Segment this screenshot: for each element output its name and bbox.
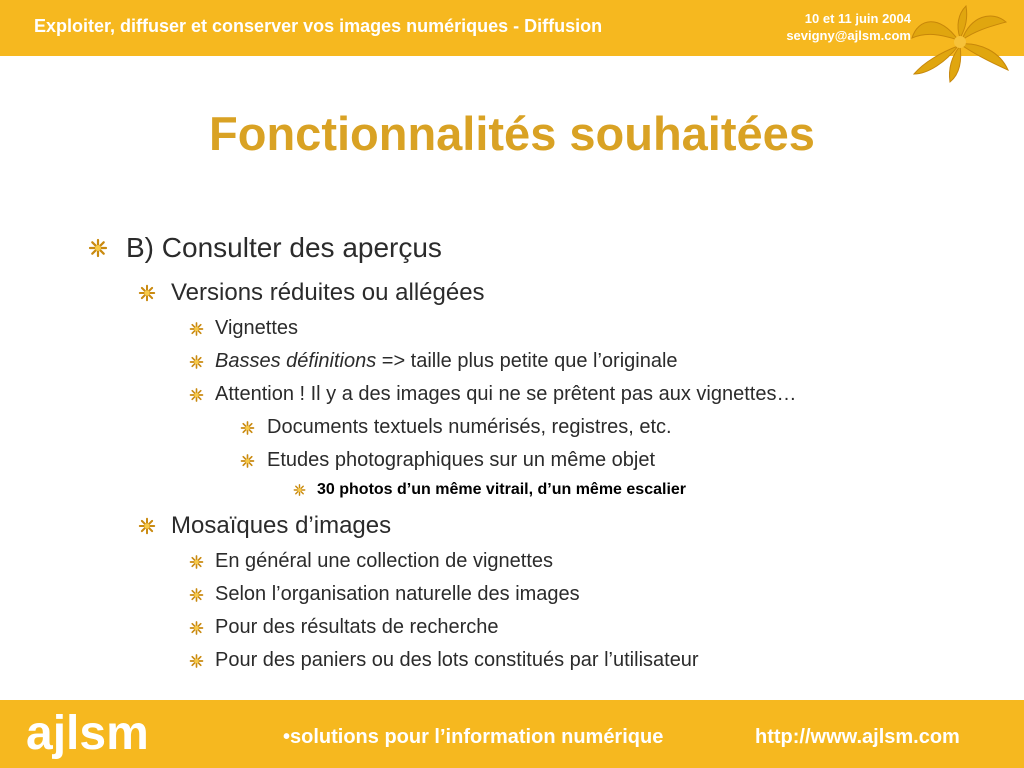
bullet-basses-definitions — [215, 350, 678, 373]
bullet-organisation — [215, 583, 580, 606]
bullet-text: => taille plus petite que l’originale — [376, 350, 678, 372]
header-email: sevigny@ajlsm.com — [786, 28, 911, 43]
bullet-etudes-photographiques — [267, 449, 655, 472]
bullet-collection-vignettes — [215, 550, 553, 573]
flower-bullet-icon — [189, 554, 204, 569]
bullet-consulter — [126, 232, 442, 264]
flower-bullet-icon — [189, 321, 204, 336]
bullet-text: Etudes photographiques sur un même objet — [267, 449, 656, 471]
sun-flower-logo-icon — [910, 4, 1010, 84]
bullet-text: B) Consulter des aperçus — [126, 232, 442, 263]
bullet-mosaiques — [171, 512, 391, 540]
flower-bullet-icon — [189, 620, 204, 635]
bullet-versions — [171, 279, 485, 307]
flower-bullet-icon — [189, 354, 204, 369]
flower-bullet-icon — [189, 587, 204, 602]
flower-bullet-icon — [138, 284, 156, 302]
bullet-text: Attention ! Il y a des images qui ne se prêtent pas aux vignettes… — [215, 383, 797, 405]
bullet-text: Mosaïques d’images — [171, 512, 392, 539]
flower-bullet-icon — [293, 484, 306, 497]
bullet-vignettes — [215, 317, 298, 340]
bullet-text: En général une collection de vignettes — [215, 550, 554, 572]
bullet-paniers — [215, 649, 699, 672]
bullet-resultats-recherche — [215, 616, 499, 639]
slide-title: Fonctionnalités souhaitées — [209, 107, 815, 160]
flower-bullet-icon — [88, 238, 108, 258]
footer-tagline: •solutions pour l’information numérique — [283, 726, 664, 748]
flower-bullet-icon — [138, 517, 156, 535]
bullet-text: Pour des paniers ou des lots constitués par l’utilisateur — [215, 649, 699, 671]
bullet-text: Versions réduites ou allégées — [171, 279, 485, 306]
bullet-30-photos — [317, 481, 686, 499]
bullet-text-emphasis: Basses définitions — [215, 350, 377, 372]
bullet-text: Documents textuels numérisés, registres, etc. — [267, 416, 672, 438]
header-date: 10 et 11 juin 2004 — [804, 11, 911, 26]
header-title: Exploiter, diffuser et conserver vos images numériques - Diffusion — [34, 16, 603, 36]
footer-url-link[interactable]: http://www.ajlsm.com — [755, 726, 960, 748]
bullet-text: Pour des résultats de recherche — [215, 616, 499, 638]
footer-logo: ajlsm — [26, 707, 149, 760]
bullet-attention — [215, 383, 796, 406]
bullet-text: Vignettes — [215, 317, 299, 339]
bullet-text: 30 photos d’un même vitrail, d’un même escalier — [317, 481, 687, 498]
flower-bullet-icon — [189, 653, 204, 668]
flower-bullet-icon — [240, 420, 255, 435]
bullet-text: Selon l’organisation naturelle des images — [215, 583, 580, 605]
flower-bullet-icon — [240, 453, 255, 468]
bullet-documents-textuels — [267, 416, 672, 439]
flower-bullet-icon — [189, 387, 204, 402]
